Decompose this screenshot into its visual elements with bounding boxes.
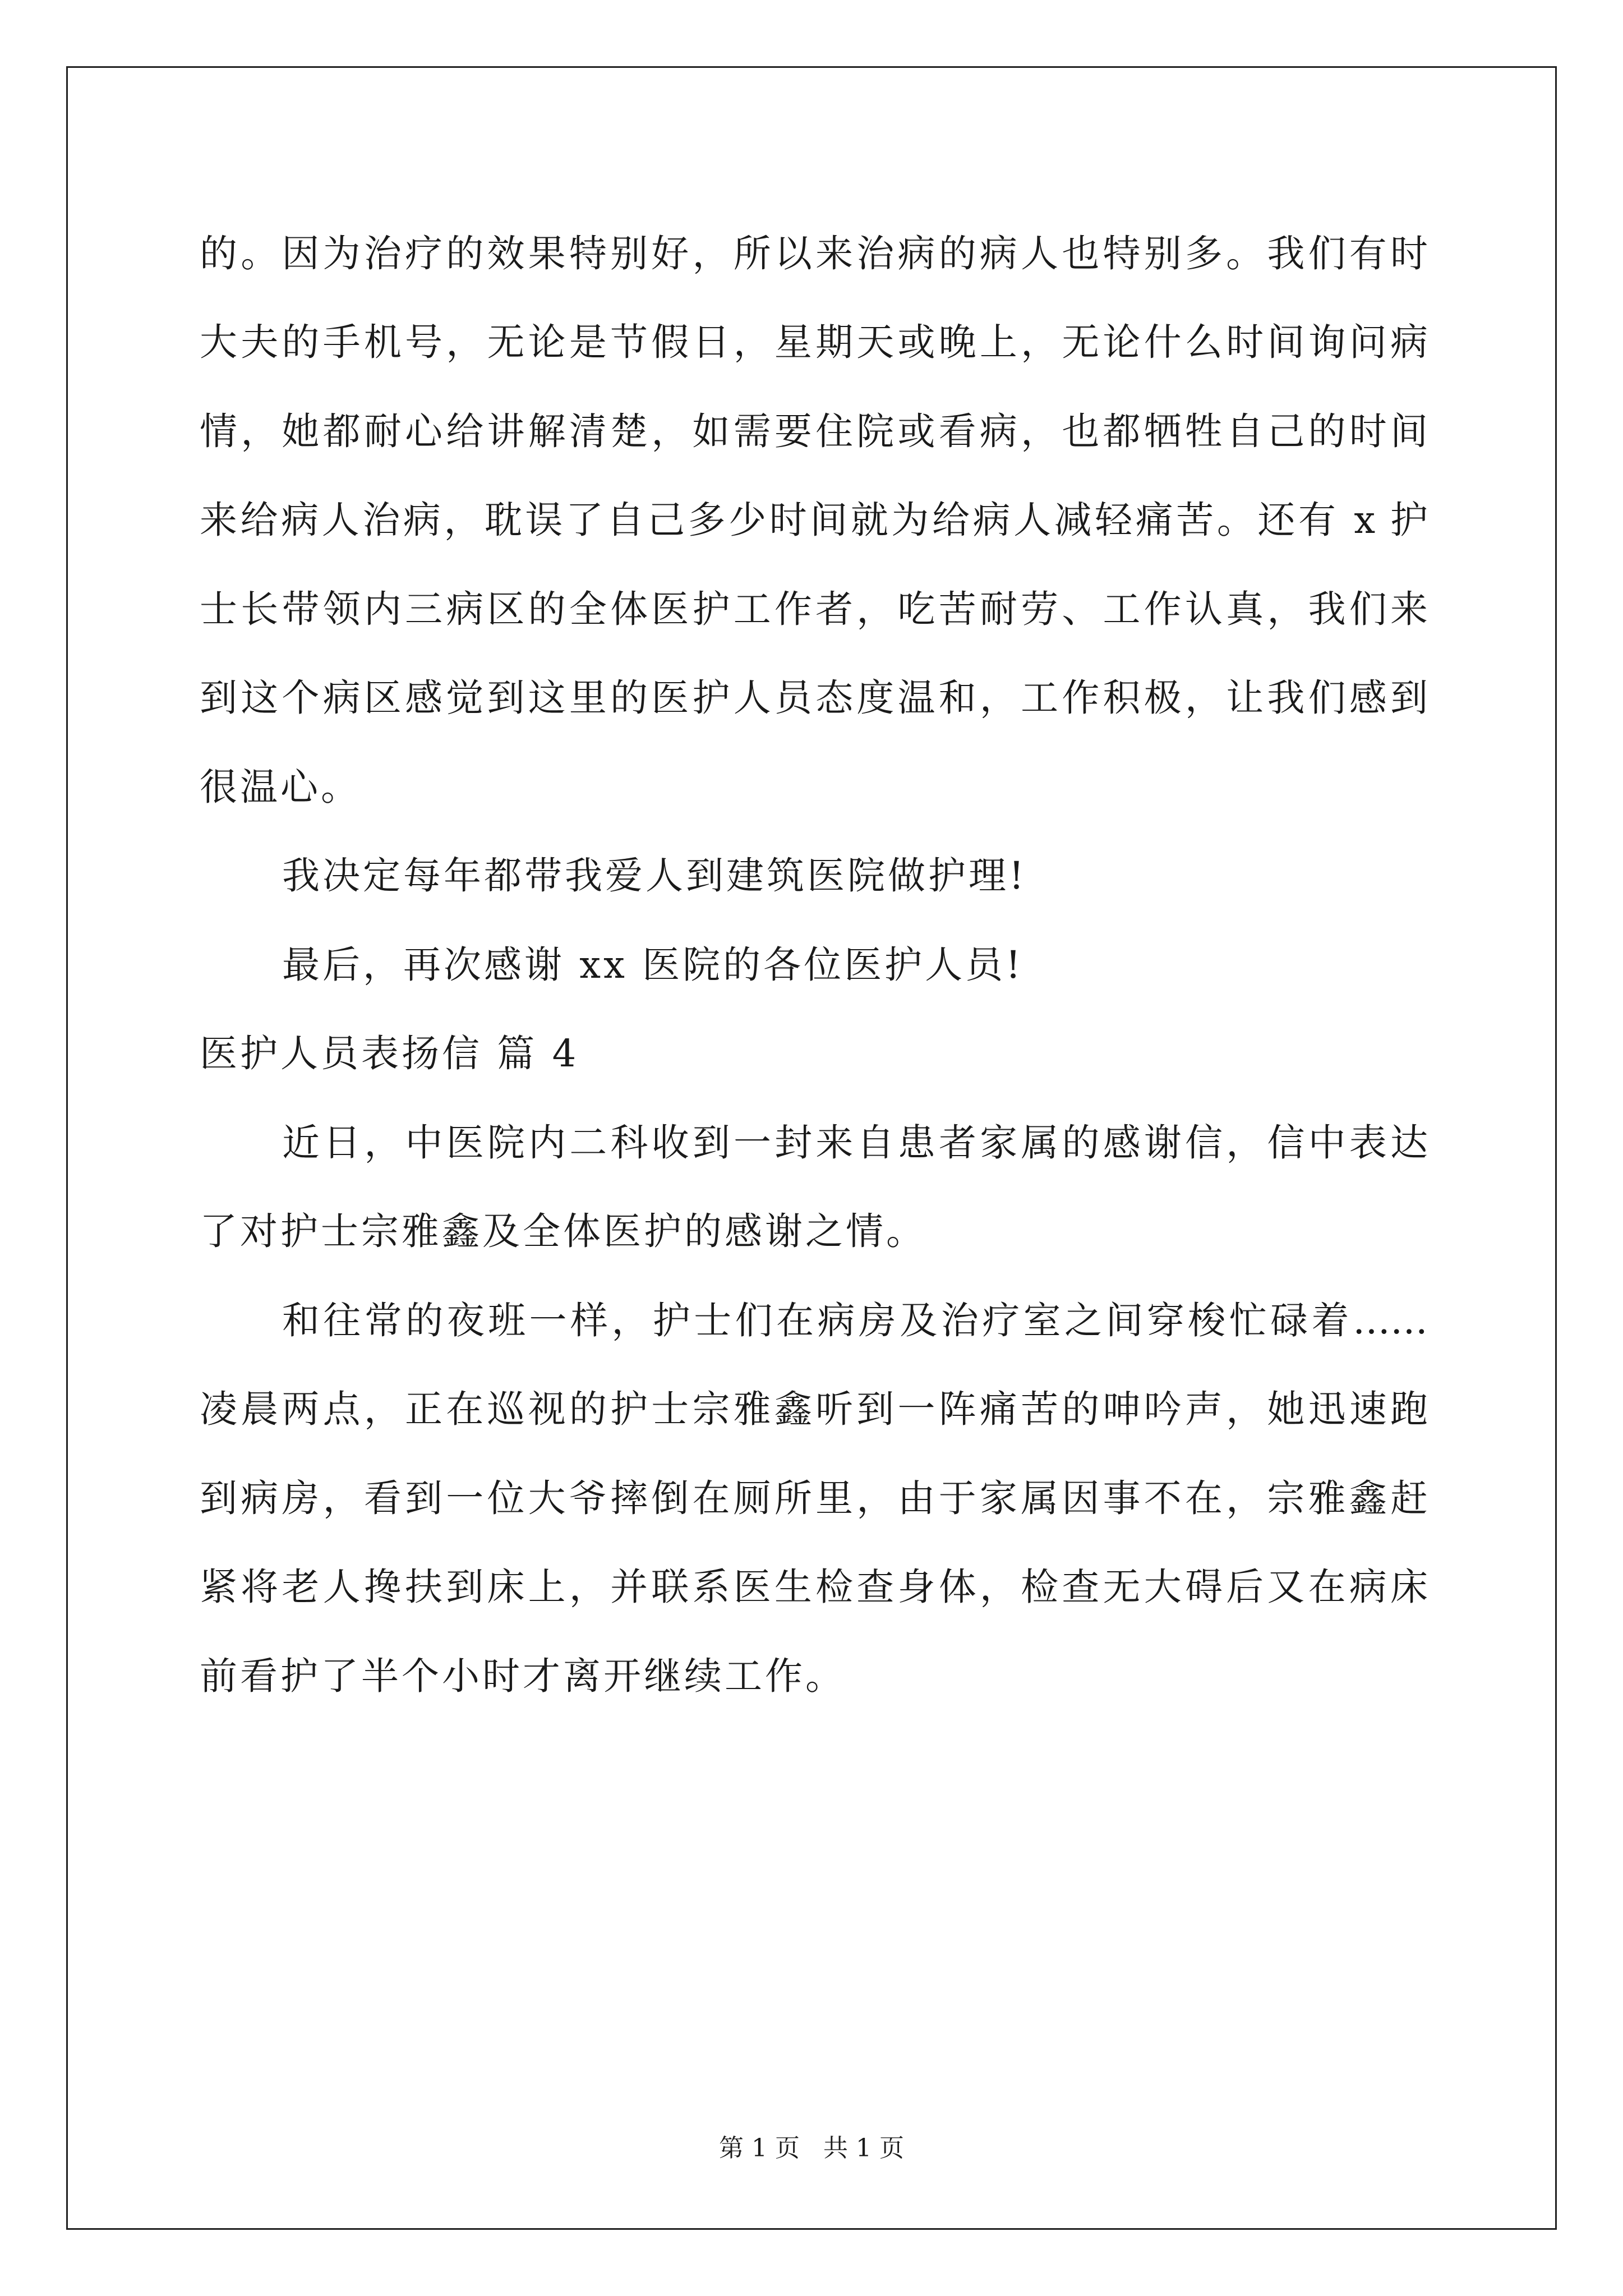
text-line: 士长带领内三病区的全体医护工作者，吃苦耐劳、工作认真，我们来 [200, 587, 1428, 631]
text-line: 到病房，看到一位大爷摔倒在厕所里，由于家属因事不在，宗雅鑫赶 [200, 1476, 1428, 1520]
text-line: 情，她都耐心给讲解清楚，如需要住院或看病，也都牺牲自己的时间 [200, 409, 1428, 453]
text-line: 到这个病区感觉到这里的医护人员态度温和，工作积极，让我们感到 [200, 676, 1428, 720]
page-footer: 第 1 页 共 1 页 [719, 2134, 904, 2162]
section-heading: 医护人员表扬信 篇 4 [200, 1032, 579, 1075]
text-line: 和往常的夜班一样，护士们在病房及治疗室之间穿梭忙碌着…… [282, 1299, 1428, 1342]
text-line: 来给病人治病，耽误了自己多少时间就为给病人减轻痛苦。还有 x 护 [200, 498, 1428, 542]
text-line: 了对护士宗雅鑫及全体医护的感谢之情。 [200, 1209, 926, 1253]
text-line: 紧将老人搀扶到床上，并联系医生检查身体，检查无大碍后又在病床 [200, 1565, 1428, 1609]
text-line: 的。因为治疗的效果特别好，所以来治病的病人也特别多。我们有时 [200, 232, 1428, 275]
text-line: 凌晨两点，正在巡视的护士宗雅鑫听到一阵痛苦的呻吟声，她迅速跑 [200, 1387, 1428, 1431]
text-line: 最后，再次感谢 xx 医院的各位医护人员! [282, 943, 1024, 987]
text-line: 前看护了半个小时才离开继续工作。 [200, 1654, 846, 1698]
text-line: 很温心。 [200, 765, 361, 809]
text-line: 我决定每年都带我爱人到建筑医院做护理! [282, 854, 1027, 898]
text-line: 大夫的手机号，无论是节假日，星期天或晚上，无论什么时间询问病 [200, 320, 1428, 364]
text-line: 近日，中医院内二科收到一封来自患者家属的感谢信，信中表达 [282, 1121, 1428, 1165]
